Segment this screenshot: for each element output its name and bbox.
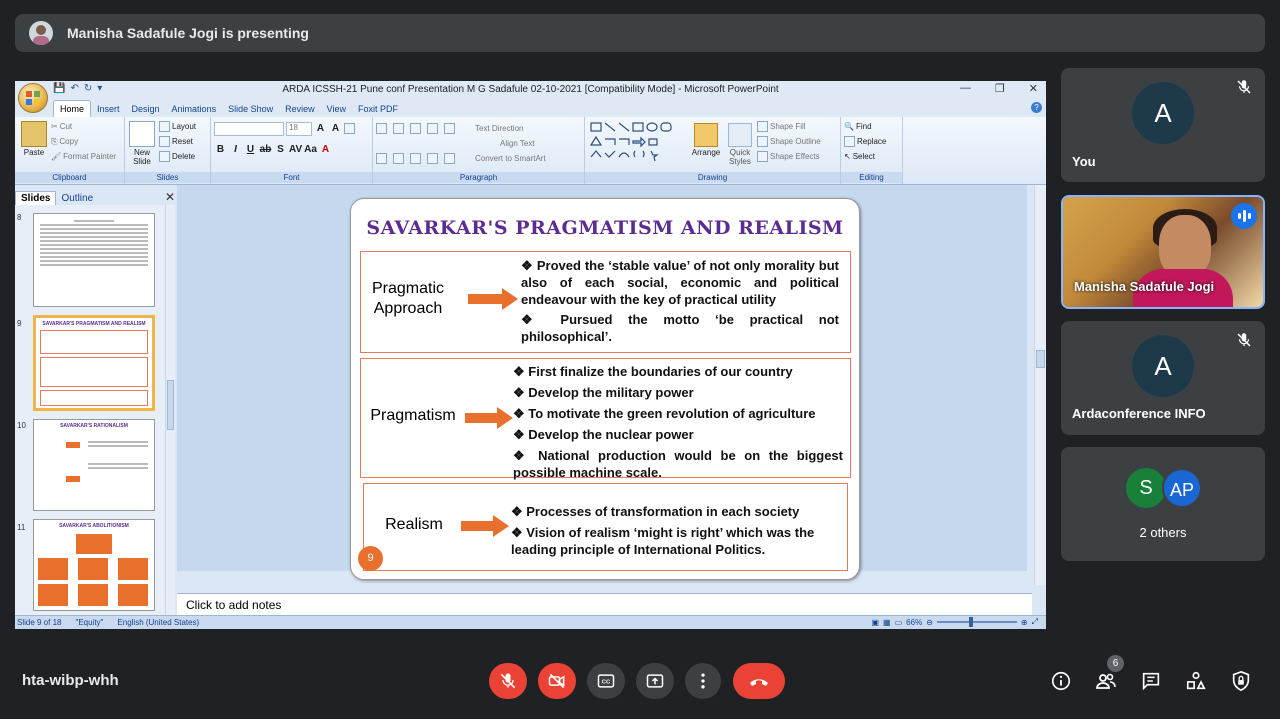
- editing-group: [841, 117, 903, 184]
- drawing-group: [585, 117, 841, 184]
- clipboard-label: Clipboard: [15, 172, 124, 183]
- thumb-number-10: 10: [17, 421, 26, 430]
- slides-group: [125, 117, 211, 184]
- present-screen-icon: [645, 671, 665, 691]
- participant-name: Ardaconference INFO: [1072, 406, 1206, 421]
- convert-smartart-button[interactable]: Convert to SmartArt: [475, 154, 546, 163]
- reset-icon: [159, 136, 170, 147]
- tab-slide-show[interactable]: Slide Show: [228, 104, 274, 114]
- avatar: AP: [1162, 468, 1202, 508]
- bullet-text: ❖ First finalize the boundaries of our country: [513, 364, 793, 379]
- camera-toggle-button[interactable]: [538, 663, 576, 699]
- slide-thumb-10[interactable]: SAVARKAR'S RATIONALISM: [33, 419, 155, 511]
- thumb-number-9: 9: [17, 319, 22, 328]
- bullet-text: ❖ Develop the military power: [513, 385, 694, 400]
- arrow-icon: [461, 515, 509, 537]
- bullet-text: ❖ To motivate the green revolution of agriculture: [513, 406, 816, 421]
- thumbnail-scrollbar[interactable]: [165, 205, 175, 615]
- presenter-avatar: [29, 21, 53, 45]
- language-status[interactable]: English (United States): [117, 618, 200, 627]
- slides-label: Slides: [125, 172, 210, 183]
- activities-button[interactable]: [1183, 668, 1209, 694]
- sorter-view-icon[interactable]: ▦: [883, 617, 891, 627]
- zoom-controls: [871, 617, 1038, 627]
- restore-icon[interactable]: ❐: [994, 83, 1005, 95]
- layout-icon: [159, 121, 170, 132]
- slide-counter: Slide 9 of 18: [17, 618, 62, 627]
- avatar: A: [1132, 335, 1194, 397]
- present-button[interactable]: [636, 663, 674, 699]
- justify-icon[interactable]: [427, 153, 438, 164]
- tab-slides[interactable]: Slides: [15, 191, 56, 205]
- close-pane-icon[interactable]: ✕: [164, 190, 175, 204]
- notes-placeholder: Click to add notes: [186, 598, 282, 612]
- underline-icon[interactable]: U: [246, 144, 255, 155]
- select-button[interactable]: ↖ Select: [844, 152, 875, 161]
- mic-off-icon: [1235, 331, 1253, 349]
- ppt-status-bar: [15, 615, 1046, 629]
- tab-insert[interactable]: Insert: [97, 104, 120, 114]
- bullet-text: ❖ National production would be on the biggest possible machine scale.: [513, 448, 843, 480]
- tab-design[interactable]: Design: [131, 104, 160, 114]
- notes-pane[interactable]: [177, 593, 1032, 617]
- captions-icon: [596, 671, 616, 691]
- tile-others[interactable]: [1061, 447, 1265, 561]
- participant-name: Manisha Sadafule Jogi: [1074, 279, 1215, 294]
- tile-presenter[interactable]: [1061, 195, 1265, 309]
- increase-indent-icon[interactable]: [427, 123, 438, 134]
- tab-outline[interactable]: Outline: [61, 193, 94, 204]
- slide-thumb-9[interactable]: SAVARKAR'S PRAGMATISM AND REALISM: [33, 315, 155, 411]
- bullet-text: ❖ Develop the nuclear power: [513, 427, 694, 442]
- close-icon[interactable]: ✕: [1028, 83, 1038, 95]
- ppt-titlebar: [15, 81, 1046, 99]
- effects-icon: [757, 151, 768, 162]
- shapes-gallery[interactable]: [589, 121, 685, 161]
- tile-you[interactable]: [1061, 68, 1265, 182]
- paste-button[interactable]: Paste: [19, 119, 49, 157]
- window-controls: [960, 82, 1038, 95]
- grow-font-icon[interactable]: A: [316, 123, 325, 134]
- participants-count-badge: 6: [1107, 655, 1124, 672]
- section-label-pragmatism: Pragmatism: [370, 407, 456, 424]
- participant-name: You: [1072, 154, 1096, 169]
- font-label: Font: [211, 172, 372, 183]
- zoom-level[interactable]: 66%: [906, 617, 923, 627]
- arrow-icon: [468, 288, 518, 310]
- bullet-text: ❖ Pursued the motto ‘be practical not philosophical’.: [521, 312, 839, 344]
- slide-title: SAVARKAR'S PRAGMATISM AND REALISM: [366, 217, 844, 239]
- scissors-icon: ✂: [51, 122, 58, 131]
- presenting-banner: [15, 14, 1265, 52]
- bullet-text: ❖ Proved the ‘stable value’ of not only morality but also of each social, economic and political endeavour with the key of practical utility: [521, 258, 839, 307]
- meeting-code: hta-wibp-whh: [22, 672, 119, 689]
- tab-foxit-pdf[interactable]: Foxit PDF: [357, 104, 398, 114]
- change-case-icon[interactable]: Aa: [304, 144, 317, 155]
- thumb-number-11: 11: [17, 523, 26, 532]
- speaking-indicator-icon: [1231, 203, 1257, 229]
- minimize-icon[interactable]: —: [959, 82, 971, 94]
- slide-canvas: [177, 185, 1027, 571]
- section-label-pragmatic-approach: Pragmatic Approach: [371, 280, 445, 317]
- slide-thumb-11[interactable]: SAVARKAR'S ABOLITIONISM: [33, 519, 155, 611]
- editing-label: Editing: [841, 172, 902, 183]
- slideshow-view-icon[interactable]: ▭: [894, 617, 903, 627]
- camera-off-icon: [547, 671, 567, 691]
- bullets-icon[interactable]: [376, 123, 387, 134]
- ribbon-tabs: [15, 99, 1046, 117]
- zoom-out-icon[interactable]: ⊖: [926, 617, 933, 627]
- find-button[interactable]: 🔍 Find: [844, 122, 872, 131]
- italic-icon[interactable]: I: [234, 144, 237, 155]
- numbering-icon[interactable]: [393, 123, 404, 134]
- chat-icon: [1140, 670, 1162, 692]
- columns-icon[interactable]: [444, 153, 455, 164]
- customize-qat-icon[interactable]: ▾: [97, 83, 103, 94]
- presenting-text: Manisha Sadafule Jogi is presenting: [67, 25, 309, 41]
- brush-icon: 🖌: [51, 152, 62, 161]
- strike-icon[interactable]: ab: [259, 144, 272, 155]
- meeting-details-button[interactable]: [1048, 668, 1074, 694]
- tab-view[interactable]: View: [326, 104, 346, 114]
- arrange-button[interactable]: Arrange: [691, 121, 721, 157]
- end-call-icon: [747, 669, 771, 693]
- delete-icon: [159, 151, 170, 162]
- svg-text:CC: CC: [601, 679, 611, 686]
- bold-icon[interactable]: B: [216, 144, 225, 155]
- redo-icon[interactable]: ↻: [83, 83, 93, 94]
- format-painter-button[interactable]: 🖌 Format Painter: [51, 152, 117, 161]
- slide-thumbnails: [15, 205, 175, 615]
- tab-review[interactable]: Review: [285, 104, 315, 114]
- align-left-icon[interactable]: [376, 153, 387, 164]
- paste-icon: [21, 121, 47, 147]
- shape-outline-button[interactable]: Shape Outline: [757, 134, 821, 149]
- paragraph-group: [373, 117, 585, 184]
- quick-styles-button[interactable]: Quick Styles: [725, 121, 755, 166]
- more-options-button[interactable]: [685, 663, 721, 699]
- slide-scrollbar[interactable]: [1034, 185, 1046, 585]
- ppt-workarea: [15, 185, 1046, 615]
- office-button[interactable]: [18, 83, 48, 113]
- save-icon[interactable]: 💾: [53, 83, 66, 94]
- mic-off-icon: [1235, 78, 1253, 96]
- zoom-in-icon[interactable]: ⊕: [1020, 617, 1028, 627]
- activities-icon: [1185, 670, 1207, 692]
- new-slide-icon: [129, 121, 155, 147]
- outline-icon: [757, 136, 768, 147]
- shape-effects-button[interactable]: Shape Effects: [757, 149, 821, 164]
- copy-button[interactable]: ⎘ Copy: [51, 136, 79, 146]
- arrow-icon: [465, 407, 513, 429]
- leave-call-button[interactable]: [733, 663, 785, 699]
- shape-fill-button[interactable]: Shape Fill: [757, 119, 821, 134]
- drawing-label: Drawing: [585, 172, 840, 183]
- shadow-icon[interactable]: S: [277, 144, 284, 155]
- section-label-realism: Realism: [385, 516, 443, 533]
- clear-format-icon[interactable]: [344, 123, 355, 134]
- font-size-box[interactable]: 18: [286, 122, 312, 136]
- new-slide-button[interactable]: New Slide: [127, 119, 157, 166]
- mic-off-icon: [498, 671, 518, 691]
- shrink-font-icon[interactable]: A: [331, 123, 340, 134]
- tab-animations[interactable]: Animations: [171, 104, 217, 114]
- theme-name: "Equity": [75, 618, 104, 627]
- align-right-icon[interactable]: [410, 153, 421, 164]
- chat-button[interactable]: [1138, 668, 1164, 694]
- decrease-indent-icon[interactable]: [410, 123, 421, 134]
- host-controls-button[interactable]: [1228, 668, 1254, 694]
- slide-number-badge: 9: [358, 546, 383, 571]
- font-name-box[interactable]: [214, 122, 284, 136]
- others-label: 2 others: [1139, 525, 1187, 540]
- mic-toggle-button[interactable]: [489, 663, 527, 699]
- spacing-icon[interactable]: AV: [289, 144, 303, 155]
- clipboard-group: [15, 117, 125, 184]
- normal-view-icon[interactable]: ▣: [871, 617, 880, 627]
- tab-home[interactable]: Home: [53, 100, 91, 117]
- fit-window-icon[interactable]: ⤢: [1031, 617, 1038, 626]
- cut-button[interactable]: ✂ Cut: [51, 122, 73, 131]
- slide-9[interactable]: [350, 198, 860, 580]
- shared-screen: [15, 81, 1046, 629]
- info-icon: [1050, 670, 1072, 692]
- bullet-text: ❖ Vision of realism ‘might is right’ which was the leading principle of International Politics.: [511, 525, 815, 557]
- bullet-text: ❖ Processes of transformation in each society: [511, 504, 800, 519]
- arrange-icon: [694, 123, 718, 147]
- font-color-icon[interactable]: A: [321, 144, 330, 155]
- captions-button[interactable]: [587, 663, 625, 699]
- delete-slide-button[interactable]: Delete: [159, 149, 196, 164]
- cursor-icon: ↖: [844, 152, 851, 161]
- tile-arda[interactable]: [1061, 321, 1265, 435]
- zoom-slider[interactable]: [937, 621, 1017, 623]
- binoculars-icon: 🔍: [844, 122, 854, 131]
- help-icon[interactable]: ?: [1031, 102, 1042, 113]
- ribbon: [15, 117, 1046, 185]
- avatar: S: [1126, 468, 1166, 508]
- line-spacing-icon[interactable]: [444, 123, 455, 134]
- copy-icon: ⎘: [51, 136, 58, 146]
- slide-thumb-8[interactable]: [33, 213, 155, 307]
- replace-icon: [844, 136, 855, 147]
- avatar: A: [1132, 82, 1194, 144]
- align-text-button[interactable]: Align Text: [500, 139, 535, 148]
- reset-button[interactable]: Reset: [159, 134, 196, 149]
- paragraph-label: Paragraph: [373, 172, 584, 183]
- people-icon: [1094, 669, 1118, 693]
- more-vert-icon: [693, 671, 713, 691]
- shield-lock-icon: [1230, 670, 1252, 692]
- align-center-icon[interactable]: [393, 153, 404, 164]
- window-title: ARDA ICSSH-21 Pune conf Presentation M G Sadafule 02-10-2021 [Compatibility Mode] - Microsoft PowerPoint: [282, 84, 779, 95]
- text-direction-button[interactable]: Text Direction: [475, 124, 524, 133]
- thumb-number-8: 8: [17, 213, 22, 222]
- replace-button[interactable]: Replace: [844, 134, 899, 149]
- fill-icon: [757, 121, 768, 132]
- font-group: [211, 117, 373, 184]
- undo-icon[interactable]: ↶: [70, 83, 79, 94]
- pane-tabs: [15, 189, 175, 205]
- quick-styles-icon: [728, 123, 752, 147]
- layout-button[interactable]: Layout: [159, 119, 196, 134]
